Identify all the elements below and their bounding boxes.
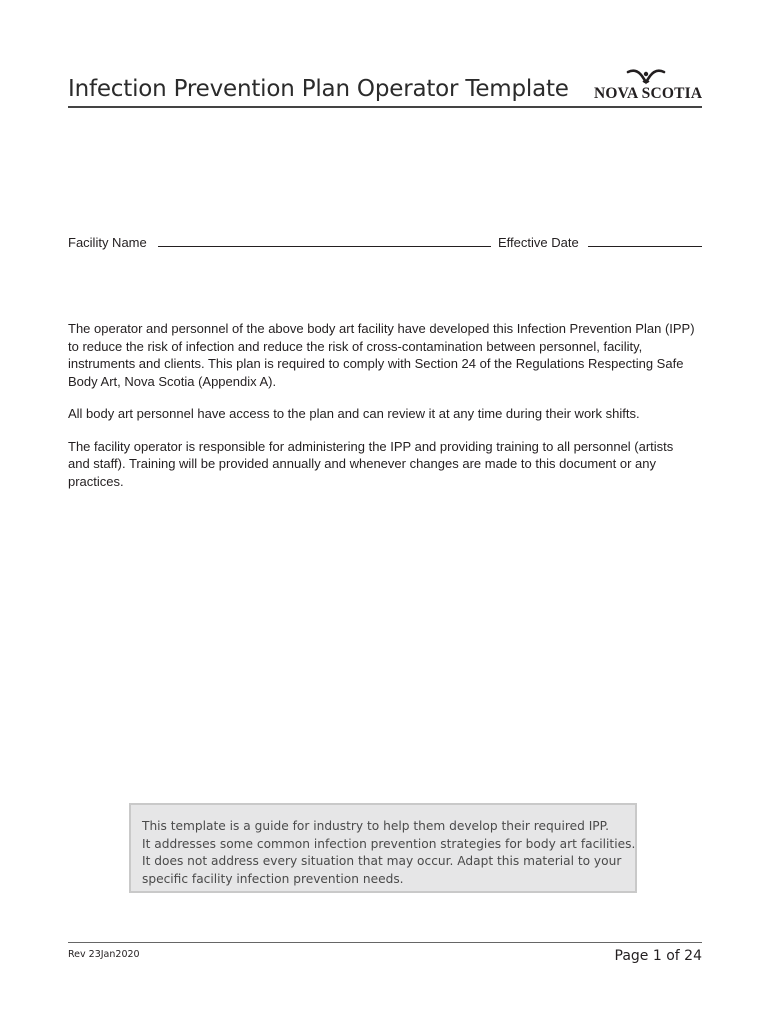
header-divider — [68, 106, 702, 108]
note-line: It addresses some common infection prevention strategies for body art facilities. — [142, 836, 636, 851]
effective-date-label: Effective Date — [498, 235, 579, 250]
nova-scotia-logo — [590, 68, 704, 104]
paragraph: The operator and personnel of the above body art facility have developed this Infection Prevention Plan (IPP) to reduce the risk of infection and reduce the risk of cross-contamination between personnel, facility, instruments and clients. This plan is required to comply with Section 24 of the Regulations Respecting Safe Body Art, Nova Scotia (Appendix A). — [68, 321, 695, 389]
logo-wordmark: NOVA SCOTIA — [594, 85, 703, 102]
page-title: Infection Prevention Plan Operator Template — [68, 76, 569, 102]
template-note-box — [129, 803, 637, 893]
effective-date-field[interactable] — [588, 246, 702, 247]
footer-divider — [68, 942, 702, 943]
facility-name-label: Facility Name — [68, 235, 147, 250]
note-line: This template is a guide for industry to help them develop their required IPP. — [142, 819, 609, 833]
facility-name-field[interactable] — [158, 246, 491, 247]
page-number: Page 1 of 24 — [614, 948, 702, 964]
paragraph: The facility operator is responsible for administering the IPP and providing training to all personnel (artists and staff). Training will be provided annually and whenever changes are made to this document or any practices. — [68, 438, 674, 489]
revision-label: Rev 23Jan2020 — [68, 949, 140, 960]
facility-fields — [68, 235, 702, 255]
note-line: It does not address every situation that may occur. Adapt this material to your — [142, 854, 622, 868]
note-line: specific facility infection prevention needs. — [142, 871, 404, 886]
body-text — [68, 320, 698, 505]
paragraph: All body art personnel have access to the plan and can review it at any time during their work shifts. — [68, 406, 640, 421]
